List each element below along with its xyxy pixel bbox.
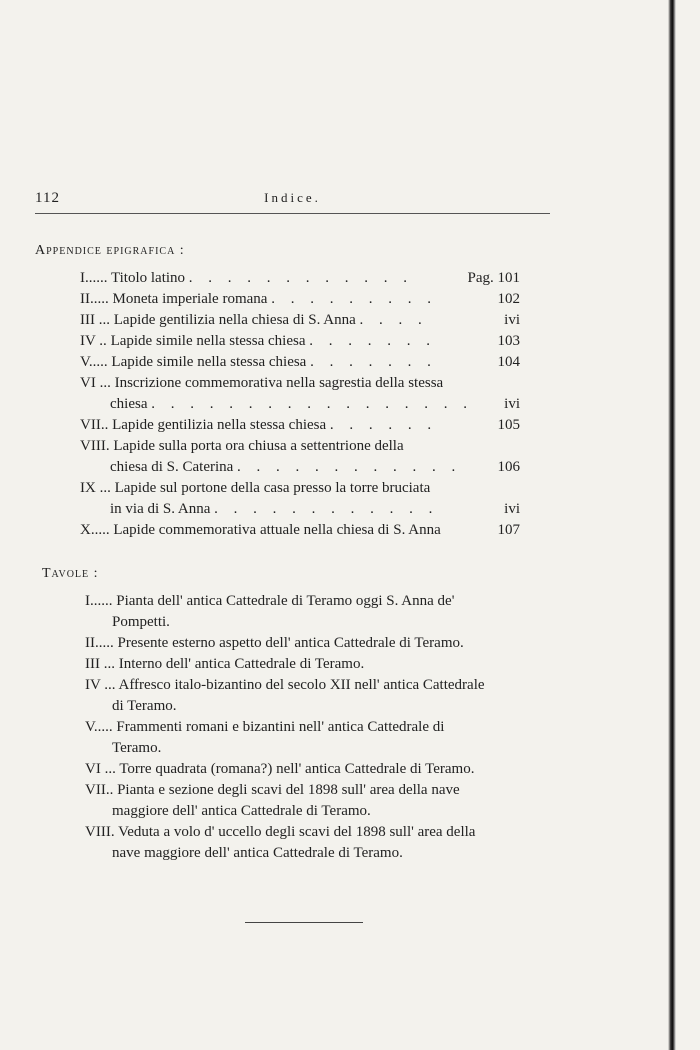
list-item	[80, 331, 520, 352]
entry-dots: . . . . . . . . . . . .	[188, 270, 414, 286]
entry-text: Lapide sul portone della casa presso la torre bruciata	[114, 480, 431, 496]
list-item	[80, 373, 520, 415]
entry-continuation-text: chiesa di S. Caterina	[110, 459, 234, 475]
entry-dots: . . . . . . . . .	[271, 291, 437, 307]
entry-dots: . . . . . . .	[310, 354, 437, 370]
list-item	[85, 633, 560, 654]
list-item	[80, 268, 520, 289]
entry-page: 106	[497, 459, 520, 475]
entry-text: Frammenti romani e bizantini nell' antica Cattedrale di	[116, 719, 445, 735]
entry-text: Affresco italo-bizantino del secolo XII nell' antica Cattedrale	[118, 677, 485, 693]
list-item	[80, 310, 520, 331]
list-item	[80, 436, 520, 478]
entry-line	[85, 780, 560, 801]
entry-page: ivi	[504, 501, 520, 517]
entry-number: IX ...	[80, 480, 111, 496]
entry-number: V.....	[85, 719, 113, 735]
entry-page: 105	[497, 417, 520, 433]
entry-number: VII..	[80, 417, 109, 433]
entry-line	[85, 717, 560, 738]
page-edge	[668, 0, 676, 1050]
entry-page: 107	[497, 522, 520, 538]
appendix-list	[80, 268, 520, 541]
entry-text: Moneta imperiale romana	[112, 291, 268, 307]
end-rule	[245, 922, 363, 923]
entry-continuation	[110, 499, 438, 520]
entry-continuation-text: chiesa	[110, 396, 148, 412]
entry-dots: . . . . . . . . . . . .	[214, 501, 439, 517]
entry-dots: . . . . . .	[329, 417, 438, 433]
running-title: Indice.	[264, 190, 321, 205]
entry-continuation-text: in via di S. Anna	[110, 501, 211, 517]
entry-continuation	[110, 394, 473, 415]
entry-continuation: Pompetti.	[112, 614, 170, 630]
entry-text: Inscrizione commemorativa nella sagrestia della stessa	[114, 375, 444, 391]
entry-text: Interno dell' antica Cattedrale di Teramo.	[118, 656, 365, 672]
entry-number: IV ...	[85, 677, 116, 693]
entry-page: 104	[497, 354, 520, 370]
list-item	[85, 780, 560, 822]
entry-continuation: maggiore dell' antica Cattedrale di Teramo.	[112, 803, 371, 819]
entry-number: III ...	[80, 312, 110, 328]
entry-dots: . . . . . . . . . . . . . . . . .	[151, 396, 473, 412]
entry-text: Pianta e sezione degli scavi del 1898 sull' area della nave	[117, 782, 460, 798]
list-item	[80, 520, 520, 541]
entry-number: VI ...	[85, 761, 116, 777]
entry-dots: . . . . . . .	[309, 333, 436, 349]
list-item	[80, 415, 520, 436]
entry-text: Lapide gentilizia nella chiesa di S. Anna	[113, 312, 356, 328]
list-item	[85, 591, 560, 633]
list-item	[80, 478, 520, 520]
entry-page: 103	[497, 333, 520, 349]
entry-continuation: nave maggiore dell' antica Cattedrale di Teramo.	[112, 845, 403, 861]
list-item	[80, 352, 520, 373]
page-header	[35, 190, 550, 212]
entry-text: Lapide simile nella stessa chiesa	[111, 354, 307, 370]
tavole-list	[85, 591, 560, 864]
entry-continuation: di Teramo.	[112, 698, 177, 714]
entry-dots: . . . .	[359, 312, 428, 328]
entry-number: VIII.	[85, 824, 115, 840]
entry-number: I......	[85, 593, 113, 609]
entry-line	[85, 675, 560, 696]
entry-text: Veduta a volo d' uccello degli scavi del 1898 sull' area della	[118, 824, 476, 840]
entry-text: Titolo latino	[110, 270, 186, 286]
entry-line	[85, 759, 560, 780]
entry-text: Presente esterno aspetto dell' antica Cattedrale di Teramo.	[117, 635, 464, 651]
entry-page: Pag. 101	[467, 270, 520, 286]
entry-number: VII..	[85, 782, 114, 798]
entry-number: III ...	[85, 656, 115, 672]
entry-number: VIII.	[80, 438, 110, 454]
entry-page: ivi	[504, 396, 520, 412]
entry-text: Lapide simile nella stessa chiesa	[110, 333, 306, 349]
list-item	[85, 717, 560, 759]
entry-dots: . . . . . . . . . . . .	[237, 459, 462, 475]
entry-line	[85, 822, 560, 843]
entry-continuation	[110, 457, 461, 478]
entry-page: ivi	[504, 312, 520, 328]
entry-number: X.....	[80, 522, 110, 538]
entry-number: V.....	[80, 354, 108, 370]
entry-text: Lapide commemorativa attuale nella chiesa di S. Anna	[113, 522, 441, 538]
list-item	[85, 654, 560, 675]
list-item	[80, 289, 520, 310]
entry-number: II.....	[85, 635, 114, 651]
header-rule	[35, 213, 550, 214]
entry-line	[85, 654, 560, 675]
entry-page: 102	[497, 291, 520, 307]
entry-text: Pianta dell' antica Cattedrale di Teramo oggi S. Anna de'	[116, 593, 455, 609]
entry-continuation: Teramo.	[112, 740, 162, 756]
list-item	[85, 675, 560, 717]
entry-text: Torre quadrata (romana?) nell' antica Cattedrale di Teramo.	[119, 761, 475, 777]
entry-line	[85, 591, 560, 612]
entry-number: I......	[80, 270, 108, 286]
page-number: 112	[35, 190, 60, 206]
appendix-title: Appendice epigrafica :	[35, 243, 185, 258]
tavole-title: Tavole :	[42, 566, 99, 581]
entry-number: IV ..	[80, 333, 107, 349]
entry-number: II.....	[80, 291, 109, 307]
entry-text: Lapide sulla porta ora chiusa a settentrione della	[113, 438, 404, 454]
list-item	[85, 822, 560, 864]
entry-line	[85, 633, 560, 654]
entry-text: Lapide gentilizia nella stessa chiesa	[112, 417, 327, 433]
list-item	[85, 759, 560, 780]
entry-number: VI ...	[80, 375, 111, 391]
